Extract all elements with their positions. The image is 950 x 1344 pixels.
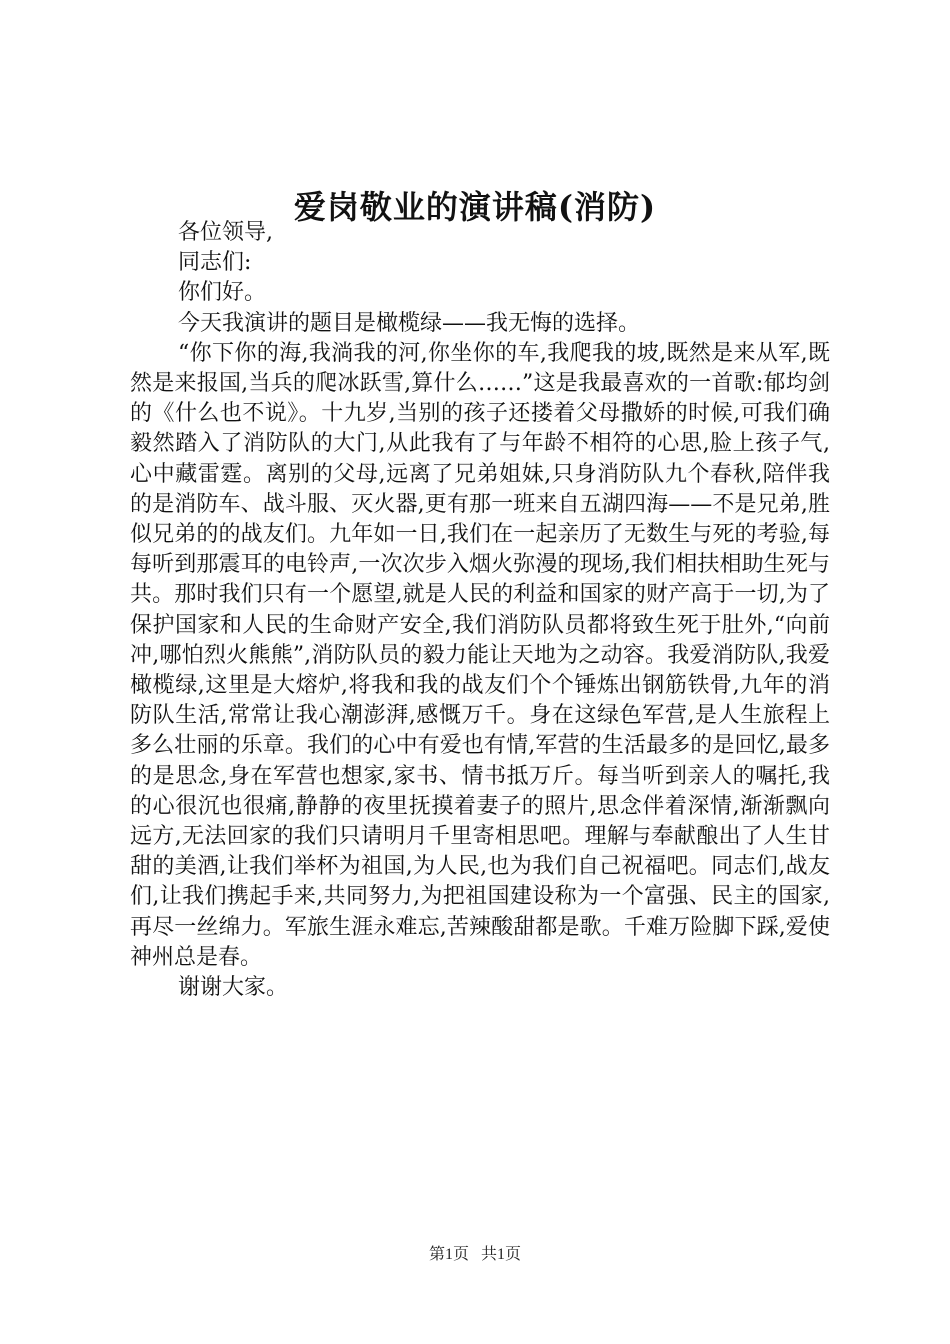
speech-main-paragraph: “你下你的海,我淌我的河,你坐你的车,我爬我的坡,既然是来从军,既然是来报国,当兵的爬冰跃雪,算什么……”这是我最喜欢的一首歌:郁均剑的《什么也不说》。十九岁,当别的孩子还搂着父母撒娇的时候,可我们确毅然踏入了消防队的大门,从此我有了与年龄不相符的心思,脸上孩子气,心中藏雷霆。离别的父母,远离了兄弟姐妹,只身消防队九个春秋,陪伴我的是消防车、战斗服、灭火器,更有那一班来自五湖四海——不是兄弟,胜似兄弟的的战友们。九年如一日,我们在一起亲历了无数生与死的考验,每每听到那震耳的电铃声,一次次步入烟火弥漫的现场,我们相扶相助生死与共。那时我们只有一个愿望,就是人民的利益和国家的财产高于一切,为了保护国家和人民的生命财产安全,我们消防队员都将致生死于肚外,“向前冲,哪怕烈火熊熊”,消防队员的毅力能让天地为之动容。我爱消防队,我爱橄榄绿,这里是大熔炉,将我和我的战友们个个锤炼出钢筋铁骨,九年的消防队生活,常常让我心潮澎湃,感慨万千。身在这绿色军营,是人生旅程上多么壮丽的乐章。我们的心中有爱也有情,军营的生活最多的是回忆,最多的是思念,身在军营也想家,家书、情书抵万斤。每当听到亲人的嘱托,我的心很沉也很痛,静静的夜里抚摸着妻子的照片,思念伴着深情,渐渐飘向远方,无法回家的我们只请明月千里寄相思吧。理解与奉献酿出了人生甘甜的美酒,让我们举杯为祖国,为人民,也为我们自己祝福吧。同志们,战友们,让我们携起手来,共同努力,为把祖国建设称为一个富强、民主的国家,再尽一丝绵力。军旅生涯永难忘,苦辣酸甜都是歌。千难万险脚下踩,爱使神州总是春。 xyxy=(130,340,830,970)
greeting-leaders: 各位领导, xyxy=(178,220,273,245)
page-footer xyxy=(0,1243,950,1267)
greeting-comrades: 同志们: xyxy=(178,250,252,276)
document-title: 爱岗敬业的演讲稿(消防) xyxy=(293,188,657,226)
page-number: 第1页 xyxy=(428,1246,469,1263)
speech-topic: 今天我演讲的题目是橄榄绿——我无悔的选择。 xyxy=(178,310,641,336)
greeting-hello: 你们好。 xyxy=(178,280,267,306)
page-total: 共1页 xyxy=(481,1246,522,1263)
document-body xyxy=(130,218,830,1003)
closing-thanks: 谢谢大家。 xyxy=(178,975,289,1001)
